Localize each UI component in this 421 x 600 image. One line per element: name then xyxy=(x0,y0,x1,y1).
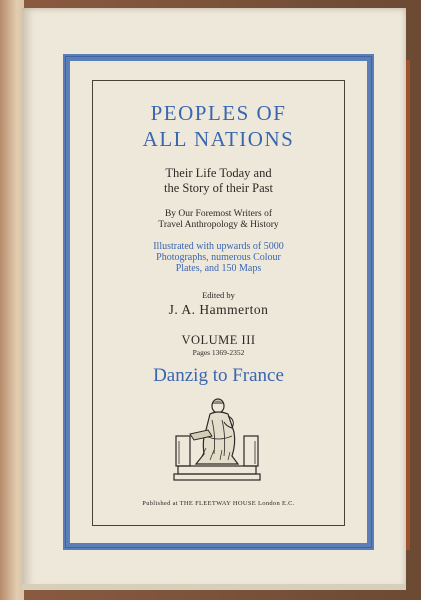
book-title-line-2: ALL NATIONS xyxy=(142,127,295,151)
subtitle-line-2: the Story of their Past xyxy=(163,181,273,195)
edited-by-label: Edited by xyxy=(202,290,235,300)
publisher-line: Published at THE FLEETWAY HOUSE London E.C. xyxy=(142,500,295,507)
seated-scholar-emblem-icon xyxy=(172,396,262,482)
subtitle-line-1: Their Life Today and xyxy=(165,166,272,180)
writers-line-2: Travel Anthropology & History xyxy=(158,220,279,230)
editor-name: J. A. Hammerton xyxy=(168,302,269,317)
page-bottom-edge xyxy=(22,584,406,590)
book-title-line-1: PEOPLES OF xyxy=(150,101,287,125)
illustrations-line-3: Plates, and 150 Maps xyxy=(175,263,262,274)
writers-line-1: By Our Foremost Writers of xyxy=(164,209,273,219)
illustrations-line-1: Illustrated with upwards of 5000 xyxy=(153,241,284,252)
volume-pages: Pages 1369-2352 xyxy=(192,348,245,357)
volume-label: VOLUME III xyxy=(181,333,256,347)
illustrations-line-2: Photographs, numerous Colour xyxy=(156,252,281,263)
volume-range: Danzig to France xyxy=(153,365,284,386)
spine-edge xyxy=(0,0,24,600)
title-page-content xyxy=(92,80,345,526)
